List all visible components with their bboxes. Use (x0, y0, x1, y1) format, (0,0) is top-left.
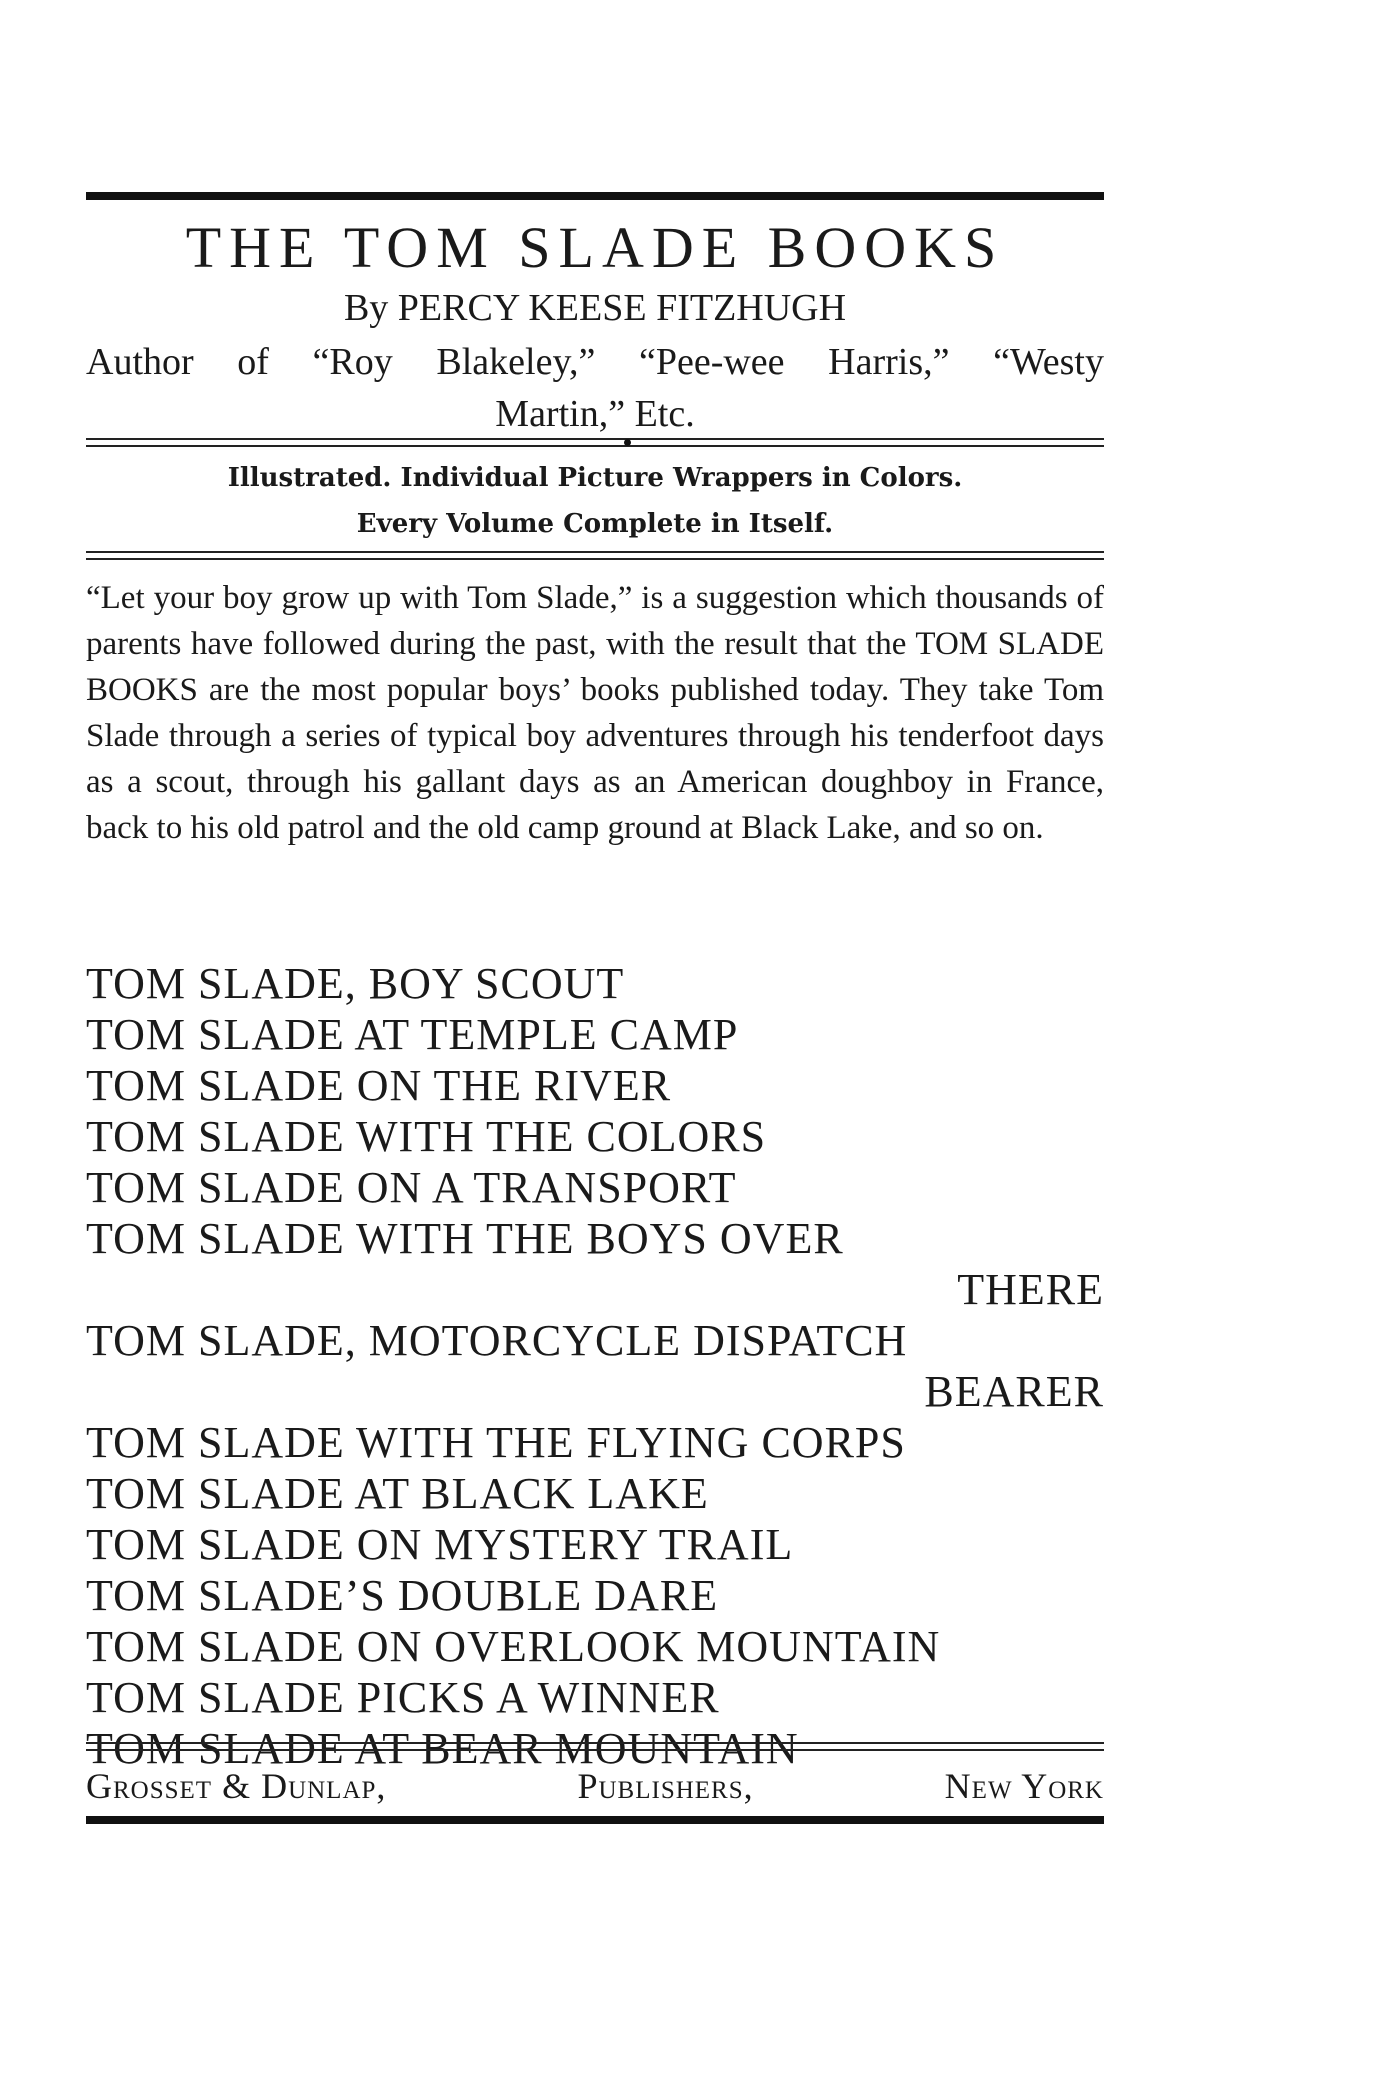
book-title: TOM SLADE, MOTORCYCLE DISPATCH (86, 1316, 908, 1365)
book-title-item (86, 1009, 1104, 1060)
book-title: TOM SLADE WITH THE COLORS (86, 1112, 767, 1161)
book-title-continuation: THERE (957, 1265, 1104, 1314)
book-title-item (86, 1315, 1104, 1417)
book-title: TOM SLADE ON THE RIVER (86, 1061, 672, 1110)
book-title-item (86, 1213, 1104, 1315)
book-title: TOM SLADE, BOY SCOUT (86, 959, 625, 1008)
book-title: TOM SLADE PICKS A WINNER (86, 1673, 720, 1722)
book-title-item (86, 1672, 1104, 1723)
book-title-item (86, 1621, 1104, 1672)
book-title-list (86, 958, 1104, 1774)
notice-complete: Every Volume Complete in Itself. (356, 509, 834, 539)
notice-illustrated: Illustrated. Individual Picture Wrappers in Colors. (227, 463, 963, 493)
double-rule (86, 551, 1104, 561)
bottom-thick-rule (86, 1816, 1104, 1824)
book-title: TOM SLADE WITH THE BOYS OVER (86, 1214, 844, 1263)
book-title: TOM SLADE’S DOUBLE DARE (86, 1571, 719, 1620)
book-title-item (86, 1162, 1104, 1213)
series-title: THE TOM SLADE BOOKS (185, 215, 1005, 280)
book-title-continuation: BEARER (924, 1367, 1104, 1416)
series-description: “Let your boy grow up with Tom Slade,” is a suggestion which thousands of parents have followed during the past, with the result that the TOM SLADE BOOKS are the most popular boys’ books published today. They take Tom Slade through a series of typical boy adventures through his tenderfoot days as a scout, through his gallant days as an American doughboy in France, back to his old patrol and the old camp ground at Black Lake, and so on. (86, 580, 1104, 846)
author-byline: By PERCY KEESE FITZHUGH (343, 287, 847, 329)
book-title-item (86, 958, 1104, 1009)
book-title-item (86, 1468, 1104, 1519)
ornament-rule (86, 438, 1104, 448)
book-title: TOM SLADE ON A TRANSPORT (86, 1163, 737, 1212)
book-title-item (86, 1417, 1104, 1468)
book-title: TOM SLADE WITH THE FLYING CORPS (86, 1418, 906, 1467)
book-title: TOM SLADE AT BLACK LAKE (86, 1469, 709, 1518)
book-title-item (86, 1111, 1104, 1162)
publisher-city: New York (944, 1766, 1104, 1806)
publisher-line (86, 1765, 1104, 1807)
top-thick-rule (86, 192, 1104, 200)
publisher-name: Grosset & Dunlap, (86, 1766, 387, 1806)
bottom-double-rule (86, 1742, 1104, 1752)
author-of-line-1: Author of “Roy Blakeley,” “Pee-wee Harris,” “Westy (86, 341, 1104, 383)
book-title: TOM SLADE ON MYSTERY TRAIL (86, 1520, 794, 1569)
book-title: TOM SLADE ON OVERLOOK MOUNTAIN (86, 1622, 941, 1671)
book-title-item (86, 1060, 1104, 1111)
book-title-item (86, 1519, 1104, 1570)
book-title-item (86, 1570, 1104, 1621)
publisher-role: Publishers, (577, 1766, 754, 1806)
book-title: TOM SLADE AT TEMPLE CAMP (86, 1010, 739, 1059)
author-of-line-2: Martin,” Etc. (495, 393, 695, 435)
